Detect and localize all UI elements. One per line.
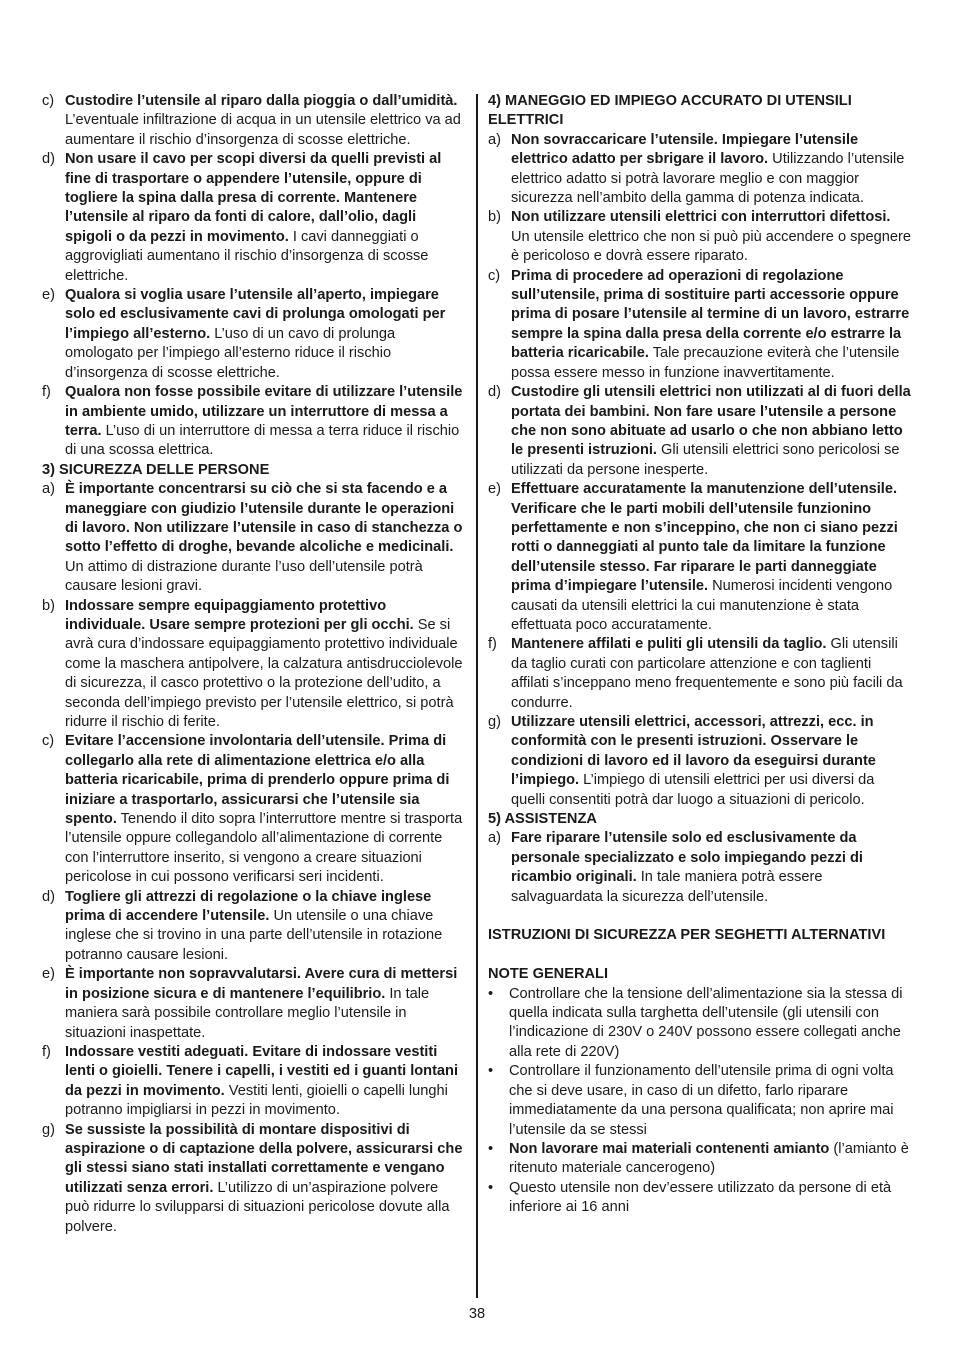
list-item <box>42 383 466 461</box>
item-emphasis: Non sovraccaricare l’utensile. Impiegare l’utensile elettrico adatto per sbrigare il lavoro. <box>511 131 859 168</box>
item-text: In tale maniera sarà possibile controllare meglio l’utensile in situazioni inaspettate. <box>65 985 430 1041</box>
list-item <box>42 732 466 887</box>
item-label: c) <box>488 267 501 284</box>
list-item <box>488 480 912 635</box>
bullet-item <box>488 1179 912 1218</box>
list-item <box>42 286 466 383</box>
item-emphasis: Non usare il cavo per scopi diversi da quelli previsti al fine di trasportare o appendere l’utensile, oppure di togliere la spina dalla presa di corrente. Mantenere l’utensile al riparo da fonti di calore, dall’olio, dagli spigoli o da pezzi in movimento. <box>65 151 442 245</box>
item-emphasis: Non lavorare mai materiali contenenti amianto <box>509 1140 830 1157</box>
list-item <box>42 965 466 1043</box>
spacer <box>488 946 912 965</box>
item-text: (l’amianto è ritenuto materiale cancerogeno) <box>509 1140 909 1177</box>
item-emphasis: Se sussiste la possibilità di montare dispositivi di aspirazione o di captazione della polvere, assicurarsi che gli stessi siano stati installati correttamente e vengano utilizzati senza errori. <box>65 1121 463 1196</box>
item-text: Controllare che la tensione dell’alimentazione sia la stessa di quella indicata sulla targhetta dell’utensile (gli utensili con l’indicazione di 230V o 240V possono essere collegati anche alla rete di 220V) <box>509 985 903 1060</box>
item-emphasis: Mantenere affilati e puliti gli utensili da taglio. <box>511 636 827 653</box>
item-label: d) <box>42 151 55 168</box>
item-label: d) <box>42 888 55 905</box>
bullet-marker: • <box>488 985 494 1002</box>
item-emphasis: Custodire gli utensili elettrici non utilizzati al di fuori della portata dei bambini. Non fare usare l’utensile a persone che non sono abituate ad usarlo o che non abbiano letto le presenti istruzioni. <box>511 384 911 459</box>
item-label: d) <box>488 384 501 401</box>
item-text: I cavi danneggiati o aggrovigliati aumentano il rischio d’insorgenza di scosse elettriche. <box>65 228 429 284</box>
item-emphasis: Indossare sempre equipaggiamento protettivo individuale. Usare sempre protezioni per gli occhi. <box>65 597 414 633</box>
list-item <box>488 713 912 810</box>
right-column <box>488 92 912 1218</box>
spacer <box>488 907 912 926</box>
item-label: a) <box>488 830 501 847</box>
item-emphasis: Indossare vestiti adeguati. Evitare di indossare vestiti lenti o gioielli. Tenere i capelli, i vestiti ed i guanti lontani da pezzi in movimento. <box>65 1043 459 1099</box>
item-emphasis: Effettuare accuratamente la manutenzione dell’utensile. Verificare che le parti mobili dell’utensile funzionino perfettamente e non s’inceppino, che non ci siano pezzi rotti o danneggiati al punto tale da limitare la funzione dell’utensile stesso. Far riparare le parti danneggiate prima d’impiegare l’utensile. <box>511 481 898 595</box>
item-label: b) <box>42 597 55 614</box>
item-label: b) <box>488 209 501 226</box>
section-heading: NOTE GENERALI <box>488 966 608 983</box>
item-text: Un utensile o una chiave inglese che si trovino in una parte dell’utensile in rotazione potranno causare lesioni. <box>65 908 443 963</box>
bullet-item <box>488 985 912 1063</box>
list-item <box>488 829 912 907</box>
item-text: Tale precauzione eviterà che l’utensile possa essere messo in funzione inavvertitamente. <box>511 345 900 381</box>
item-text: L’impiego di utensili elettrici per usi diversi da quelli consentiti potrà dar luogo a situazioni di pericolo. <box>511 772 875 808</box>
list-item <box>42 92 466 150</box>
list-item <box>488 635 912 713</box>
bullet-marker: • <box>488 1063 494 1080</box>
item-text: L’eventuale infiltrazione di acqua in un utensile elettrico va ad aumentare il rischio d’insorgenza di scosse elettriche. <box>65 112 461 148</box>
item-text: Gli utensili elettrici sono pericolosi se utilizzati da persone inesperte. <box>511 442 900 478</box>
item-text: Un utensile elettrico che non si può più accendere o spegnere è pericoloso e dovrà essere riparato. <box>511 228 911 265</box>
item-emphasis: Togliere gli attrezzi di regolazione o la chiave inglese prima di accendere l’utensile. <box>65 888 432 925</box>
item-text: L’uso di un interruttore di messa a terra riduce il rischio di una scossa elettrica. <box>65 422 460 459</box>
section-heading: 3) SICUREZZA DELLE PERSONE <box>42 461 270 478</box>
item-label: e) <box>42 287 55 304</box>
list-item <box>42 597 466 733</box>
item-label: f) <box>488 636 497 653</box>
section-heading: 5) ASSISTENZA <box>488 811 597 828</box>
item-text: Controllare il funzionamento dell’utensile prima di ogni volta che si deve usare, in caso di un difetto, farlo riparare immediatamente da una persona qualificata; non aprire mai l’utensile da se stessi <box>509 1063 894 1138</box>
list-item <box>42 1121 466 1237</box>
item-emphasis: Non utilizzare utensili elettrici con interruttori difettosi. <box>511 209 891 226</box>
item-emphasis: Prima di procedere ad operazioni di regolazione sull’utensile, prima di sostituire parti accessorie oppure prima di posare l’utensile al termine di un lavoro, estrarre sempre la spina dalla presa della corrente e/o estrarre la batteria ricaricabile. <box>511 267 910 362</box>
item-label: g) <box>488 714 501 730</box>
bullet-marker: • <box>488 1179 494 1196</box>
item-text: L’utilizzo di un’aspirazione polvere può ridurre lo svilupparsi di situazioni pericolose dovute alla polvere. <box>65 1179 450 1235</box>
item-label: e) <box>488 481 501 498</box>
section-heading: 4) MANEGGIO ED IMPIEGO ACCURATO DI UTENSILI ELETTRICI <box>488 93 852 129</box>
item-text: Gli utensili da taglio curati con particolare attenzione e con taglienti affilati s’inceppano meno frequentemente e sono più facili da condurre. <box>511 636 903 711</box>
list-item <box>488 131 912 209</box>
item-emphasis: Qualora non fosse possibile evitare di utilizzare l’utensile in ambiente umido, utilizzare un interruttore di messa a terra. <box>65 384 463 439</box>
item-emphasis: Utilizzare utensili elettrici, accessori, attrezzi, ecc. in conformità con le presenti istruzioni. Osservare le condizioni di lavoro ed il lavoro da eseguirsi durante l’impiego. <box>511 714 876 789</box>
item-emphasis: È importante non sopravvalutarsi. Avere cura di mettersi in posizione sicura e di mantenere l’equilibrio. <box>65 966 458 1002</box>
item-text: Vestiti lenti, gioielli o capelli lunghi potranno impigliarsi in pezzi in movimento. <box>65 1082 448 1119</box>
list-item <box>42 888 466 966</box>
item-text: Un attimo di distrazione durante l’uso dell’utensile potrà causare lesioni gravi. <box>65 558 423 595</box>
item-label: g) <box>42 1121 55 1138</box>
list-item <box>488 383 912 480</box>
list-item <box>42 150 466 286</box>
item-label: a) <box>42 481 55 498</box>
item-text: In tale maniera potrà essere salvaguardata la sicurezza dell’utensile. <box>511 869 823 905</box>
item-text: Tenendo il dito sopra l’interruttore mentre si trasporta l’utensile oppure collegandolo all’alimentazione di corrente con l’interruttore inserito, si vengono a creare situazioni pericolose in cui possono verificarsi seri incidenti. <box>65 811 463 886</box>
column-divider <box>476 94 478 1298</box>
bullet-item <box>488 1140 912 1179</box>
section-heading: ISTRUZIONI DI SICUREZZA PER SEGHETTI ALTERNATIVI <box>488 927 886 944</box>
item-text: Numerosi incidenti vengono causati da utensili elettrici la cui manutenzione è stata effettuata poco accuratamente. <box>511 578 893 633</box>
item-label: f) <box>42 384 51 401</box>
item-text: L’uso di un cavo di prolunga omologato per l’impiego all’esterno riduce il rischio d’insorgenza di scosse elettriche. <box>65 325 396 381</box>
list-item <box>488 267 912 383</box>
item-label: e) <box>42 966 55 983</box>
list-item <box>42 1043 466 1121</box>
item-emphasis: Fare riparare l’utensile solo ed esclusivamente da personale specializzato e solo impiegando pezzi di ricambio originali. <box>511 830 863 886</box>
item-emphasis: Evitare l’accensione involontaria dell’utensile. Prima di collegarlo alla rete di alimentazione elettrica e/o alla batteria ricaricabile, prima di prenderlo oppure prima di iniziare a trasportarlo, assicurarsi che l’utensile sia spento. <box>65 733 450 828</box>
item-emphasis: Qualora si voglia usare l’utensile all’aperto, impiegare solo ed esclusivamente cavi di prolunga omologati per l’impiego all’esterno. <box>65 287 446 342</box>
left-column <box>42 92 466 1237</box>
bullet-marker: • <box>488 1140 494 1157</box>
page-number: 38 <box>468 1306 486 1322</box>
item-label: f) <box>42 1043 51 1060</box>
item-label: c) <box>42 93 55 109</box>
item-emphasis: È importante concentrarsi su ciò che si sta facendo e a maneggiare con giudizio l’utensile durante le operazioni di lavoro. Non utilizzare l’utensile in caso di stanchezza o sotto l’effetto di droghe, bevande alcoliche e medicinali. <box>65 481 463 556</box>
item-text: Se si avrà cura d’indossare equipaggiamento protettivo individuale come la maschera antipolvere, la calzatura antisdrucciolevole di sicurezza, il casco protettivo o la protezione dell’udito, a seconda dell’impiego previsto per l’utensile elettrico, si potrà ridurre il rischio di ferite. <box>65 616 463 730</box>
list-item <box>42 480 466 596</box>
bullet-item <box>488 1062 912 1140</box>
item-text: Questo utensile non dev’essere utilizzato da persone di età inferiore ai 16 anni <box>509 1179 892 1216</box>
list-item <box>488 208 912 266</box>
item-text: Utilizzando l’utensile elettrico adatto si potrà lavorare meglio e con maggior sicurezza nell’ambito della gamma di potenza indicata. <box>511 151 905 207</box>
item-label: c) <box>42 733 55 750</box>
item-label: a) <box>488 131 501 148</box>
item-emphasis: Custodire l’utensile al riparo dalla pioggia o dall’umidità. <box>65 93 458 109</box>
